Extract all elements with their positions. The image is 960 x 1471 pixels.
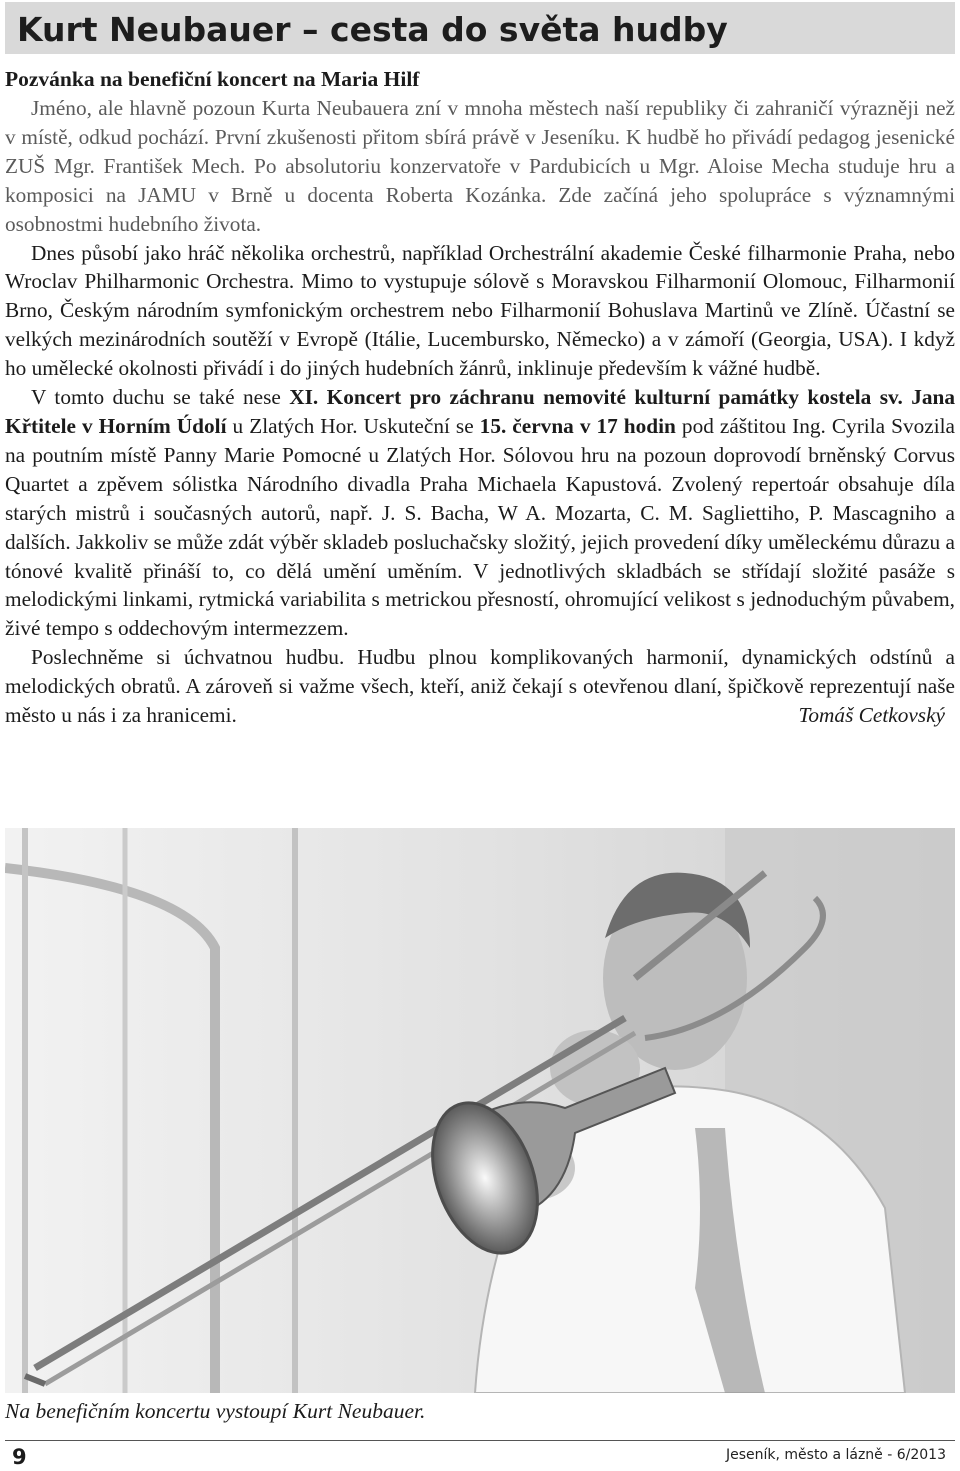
paragraph-1: Jméno, ale hlavně pozoun Kurta Neubauera zní v mnoha městech naší republiky či zahraničí výrazněji než v místě, odkud pochází. První zkušenosti přitom sbírá právě v Jeseníku. K hudbě ho přivádí pedagog jesenické ZUŠ Mgr. František Mech. Po absolutoriu konzervatoře v Pardubicích u Mgr. Aloise Mecha studuje hru a komposici na JAMU v Brně u docenta Roberta Kozánka. Zde začíná jeho spolupráce s významnými osobnostmi hudebního života. [5,96,955,236]
author-signature: Tomáš Cetkovský [798,703,945,728]
photo-caption: Na benefičním koncertu vystoupí Kurt Neubauer. [5,1399,426,1423]
photo-trombonist [5,828,955,1393]
concert-date: 15. června v 17 hodin [479,413,676,438]
article-subhead: Pozvánka na benefiční koncert na Maria Hilf [5,67,420,91]
publication-title: Jeseník, město a lázně - 6/2013 [725,1447,946,1463]
photo-illustration [5,828,955,1393]
page-number: 9 [12,1445,27,1469]
concert-name: XI. Koncert pro záchranu nemovité kulturní památky kostela sv. Jana Křtitele v Horním Údolí [5,385,955,438]
page-title: Kurt Neubauer – cesta do světa hudby [17,10,728,49]
paragraph-4 [5,643,955,730]
paragraph-2: Dnes působí jako hráč několika orchestrů, například Orchestrální akademie České filharmonie Praha, nebo Wroclav Philharmonic Orchestra. Mimo to vystupuje sólově s Moravskou Filharmonií Olomouc, Filharmonií Brno, Českým národním symfonickým orchestrem nebo Filharmonií Bohuslava Martinů ve Zlíně. Účastní se velkých mezinárodních soutěží v Evropě (Itálie, Lucembursko, Německo) a v zámoří (Georgia, USA). I když ho umělecké okolnosti přivádí i do jiných hudebních žánrů, inklinuje především k vážné hudbě. [5,240,955,381]
p3-text-2: u Zlatých Hor. Uskuteční se [226,413,480,438]
article-body [5,64,955,730]
p3-text-1: V tomto duchu se také nese [31,385,290,410]
p4-text: Poslechněme si úchvatnou hudbu. Hudbu plnou komplikovaných harmonií, dynamických odstínů a melodických obratů. A zároveň si važme všech, kteří, aniž čekají s otevřenou dlaní, špičkově reprezentují naše město u nás i za hranicemi. [5,645,955,728]
p3-text-3: pod záštitou Ing. Cyrila Svozila na poutním místě Panny Marie Pomocné u Zlatých Hor. Sólovou hru na pozoun doprovodí brněnský Corvus Quartet a zpěvem sólistka Národního divadla Praha Michaela Kapustová. Zvolený repertoár obsahuje díla starých mistrů i současných autorů, např. J. S. Bacha, W A. Mozarta, C. M. Sagliettiho, P. Mascagniho a dalších. Jakkoliv se může zdát výběr skladeb posluchačsky složitý, jejich provedení díky uměleckému důrazu a tónové kvalitě přináší to, co dělá umění uměním. V jednotlivých skladbách se střídají složité pasáže s melodickými linkami, rytmická variabilita s metrickou přesností, ohromující velikost s jednoduchým půvabem, živé tempo s oddechovým intermezzem. [5,413,955,641]
title-bar [5,2,955,54]
footer-divider [5,1440,955,1441]
paragraph-3 [5,383,955,643]
